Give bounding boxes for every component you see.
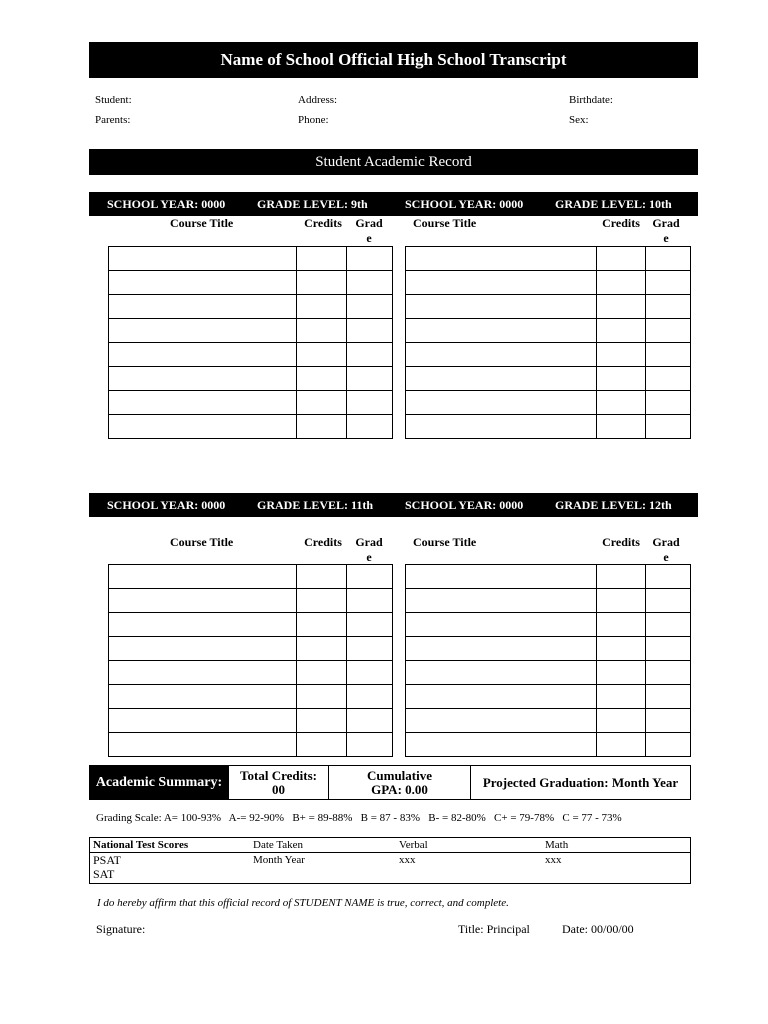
course-cell[interactable] xyxy=(406,709,597,733)
course-title-header: Course Title xyxy=(170,535,234,549)
grade-cell[interactable] xyxy=(347,589,393,613)
school-year-10th: SCHOOL YEAR: 0000 xyxy=(405,197,524,211)
test-name-cell: SAT xyxy=(93,867,115,881)
grade-cell[interactable] xyxy=(347,367,393,391)
credits-cell[interactable] xyxy=(297,709,347,733)
credits-cell[interactable] xyxy=(297,319,347,343)
course-cell[interactable] xyxy=(109,319,297,343)
credits-cell[interactable] xyxy=(297,661,347,685)
total-credits-cell xyxy=(229,766,329,799)
student-label: Student: xyxy=(95,94,132,106)
course-cell[interactable] xyxy=(109,391,297,415)
table-row xyxy=(109,685,393,709)
total-credits: Total Credits: 00 xyxy=(240,767,317,797)
grade-cell[interactable] xyxy=(646,589,691,613)
credits-cell[interactable] xyxy=(297,415,347,439)
graduation-cell xyxy=(471,766,690,799)
credits-cell[interactable] xyxy=(297,367,347,391)
course-cell[interactable] xyxy=(406,661,597,685)
course-title-header: Course Title xyxy=(413,216,477,230)
course-cell[interactable] xyxy=(406,367,597,391)
table-row xyxy=(109,637,393,661)
grade-level-11th: GRADE LEVEL: 11th xyxy=(257,498,374,512)
course-cell[interactable] xyxy=(109,247,297,271)
credits-cell[interactable] xyxy=(297,565,347,589)
credits-cell[interactable] xyxy=(597,661,646,685)
grade-cell[interactable] xyxy=(347,637,393,661)
course-cell[interactable] xyxy=(406,271,597,295)
transcript-title: Name of School Official High School Transcript xyxy=(220,50,567,69)
grade-cell[interactable] xyxy=(646,613,691,637)
course-grid-11th xyxy=(108,564,393,757)
course-cell[interactable] xyxy=(109,415,297,439)
school-year-11th: SCHOOL YEAR: 0000 xyxy=(107,498,226,512)
course-cell[interactable] xyxy=(406,319,597,343)
credits-cell[interactable] xyxy=(297,637,347,661)
course-cell[interactable] xyxy=(109,613,297,637)
table-row xyxy=(406,685,691,709)
grade-cell[interactable] xyxy=(646,271,691,295)
grade-cell[interactable] xyxy=(646,661,691,685)
test-name-cell: PSAT xyxy=(93,853,122,867)
year-bar-9-10 xyxy=(89,192,698,216)
math-cell: xxx xyxy=(545,854,562,866)
grade-cell[interactable] xyxy=(347,343,393,367)
course-grid-9th xyxy=(108,246,393,439)
math-header: Math xyxy=(545,839,569,851)
grade-cell[interactable] xyxy=(347,295,393,319)
credits-cell[interactable] xyxy=(597,271,646,295)
course-cell[interactable] xyxy=(109,295,297,319)
academic-summary-label xyxy=(90,766,229,799)
table-row xyxy=(406,709,691,733)
table-row xyxy=(109,565,393,589)
table-row xyxy=(406,247,691,271)
credits-cell[interactable] xyxy=(597,247,646,271)
academic-record-title: Student Academic Record xyxy=(315,153,472,170)
grade-header: Grade xyxy=(652,535,680,564)
school-year-12th: SCHOOL YEAR: 0000 xyxy=(405,498,524,512)
course-cell[interactable] xyxy=(109,271,297,295)
table-row xyxy=(406,637,691,661)
credits-cell[interactable] xyxy=(297,391,347,415)
signature-label: Signature: xyxy=(96,922,146,936)
grade-header: Grade xyxy=(355,535,383,564)
grade-header: Grade xyxy=(652,216,680,245)
grade-cell[interactable] xyxy=(646,733,691,757)
table-row xyxy=(406,367,691,391)
table-row xyxy=(406,589,691,613)
course-cell[interactable] xyxy=(406,295,597,319)
grade-cell[interactable] xyxy=(347,391,393,415)
grade-cell[interactable] xyxy=(646,391,691,415)
course-cell[interactable] xyxy=(109,733,297,757)
affirmation-statement: I do hereby affirm that this official record of STUDENT NAME is true, correct, and complete. xyxy=(97,897,509,909)
grade-cell[interactable] xyxy=(646,685,691,709)
course-cell[interactable] xyxy=(109,367,297,391)
credits-cell[interactable] xyxy=(597,685,646,709)
grade-cell[interactable] xyxy=(646,247,691,271)
table-row xyxy=(406,565,691,589)
credits-cell[interactable] xyxy=(597,589,646,613)
table-row xyxy=(109,733,393,757)
academic-summary-label-text: Academic Summary: xyxy=(95,774,223,790)
course-cell[interactable] xyxy=(406,391,597,415)
course-cell[interactable] xyxy=(109,589,297,613)
course-cell[interactable] xyxy=(406,613,597,637)
table-row xyxy=(109,391,393,415)
test-name-header: National Test Scores xyxy=(93,839,189,851)
course-cell[interactable] xyxy=(406,685,597,709)
table-row xyxy=(406,271,691,295)
table-row xyxy=(406,391,691,415)
grade-cell[interactable] xyxy=(646,415,691,439)
credits-cell[interactable] xyxy=(297,295,347,319)
table-row xyxy=(406,415,691,439)
course-cell[interactable] xyxy=(406,415,597,439)
math-cell xyxy=(545,867,685,881)
table-row xyxy=(109,319,393,343)
table-row xyxy=(109,613,393,637)
credits-header: Credits xyxy=(304,535,342,549)
test-scores-header-row xyxy=(90,838,690,853)
grade-cell[interactable] xyxy=(646,565,691,589)
date-taken-header: Date Taken xyxy=(253,839,304,851)
academic-record-banner xyxy=(89,149,698,175)
credits-cell[interactable] xyxy=(597,319,646,343)
sex-label: Sex: xyxy=(569,114,589,126)
course-cell[interactable] xyxy=(406,733,597,757)
table-row xyxy=(406,343,691,367)
course-title-header: Course Title xyxy=(170,216,234,230)
grade-cell[interactable] xyxy=(646,709,691,733)
grade-level-9th: GRADE LEVEL: 9th xyxy=(257,197,368,211)
table-row xyxy=(109,415,393,439)
grade-cell[interactable] xyxy=(347,613,393,637)
course-grid-12th xyxy=(405,564,691,757)
academic-summary xyxy=(89,765,691,800)
grade-cell[interactable] xyxy=(347,319,393,343)
grade-cell[interactable] xyxy=(347,709,393,733)
credits-cell[interactable] xyxy=(597,709,646,733)
title-field: Title: Principal xyxy=(458,922,530,936)
table-row xyxy=(109,589,393,613)
course-cell[interactable] xyxy=(109,685,297,709)
credits-cell[interactable] xyxy=(597,415,646,439)
grade-cell[interactable] xyxy=(646,295,691,319)
phone-label: Phone: xyxy=(298,114,329,126)
cumulative-gpa: Cumulative GPA: 0.00 xyxy=(367,767,432,797)
grading-scale: Grading Scale: A= 100-93% A-= 92-90% B+ = 89-88% B = 87 - 83% B- = 82-80% C+ = 79-78% C = 77 - 73% xyxy=(96,812,622,824)
credits-cell[interactable] xyxy=(597,295,646,319)
gpa-cell xyxy=(329,766,471,799)
table-row xyxy=(406,733,691,757)
transcript-title-banner xyxy=(89,42,698,78)
grade-cell[interactable] xyxy=(646,319,691,343)
table-row xyxy=(406,661,691,685)
grade-header: Grade xyxy=(355,216,383,245)
grade-level-12th: GRADE LEVEL: 12th xyxy=(555,498,672,512)
course-cell[interactable] xyxy=(109,637,297,661)
credits-cell[interactable] xyxy=(297,343,347,367)
credits-cell[interactable] xyxy=(597,391,646,415)
verbal-cell: xxx xyxy=(399,854,416,866)
table-row xyxy=(109,709,393,733)
birthdate-label: Birthdate: xyxy=(569,94,613,106)
credits-cell[interactable] xyxy=(297,733,347,757)
grade-cell[interactable] xyxy=(347,271,393,295)
grade-cell[interactable] xyxy=(347,661,393,685)
credits-cell[interactable] xyxy=(597,367,646,391)
credits-header: Credits xyxy=(602,535,640,549)
date-taken-cell: Month Year xyxy=(253,854,305,866)
credits-cell[interactable] xyxy=(297,685,347,709)
grade-level-10th: GRADE LEVEL: 10th xyxy=(555,197,672,211)
projected-graduation: Projected Graduation: Month Year xyxy=(482,774,679,790)
credits-cell[interactable] xyxy=(597,343,646,367)
credits-cell[interactable] xyxy=(597,613,646,637)
course-cell[interactable] xyxy=(406,343,597,367)
course-cell[interactable] xyxy=(406,247,597,271)
credits-cell[interactable] xyxy=(597,733,646,757)
grade-cell[interactable] xyxy=(347,415,393,439)
course-cell[interactable] xyxy=(109,565,297,589)
table-row xyxy=(109,247,393,271)
credits-cell[interactable] xyxy=(297,247,347,271)
table-row xyxy=(109,295,393,319)
course-cell[interactable] xyxy=(406,589,597,613)
table-row xyxy=(406,295,691,319)
credits-header: Credits xyxy=(304,216,342,230)
course-cell[interactable] xyxy=(406,637,597,661)
verbal-header: Verbal xyxy=(399,839,428,851)
course-cell[interactable] xyxy=(109,343,297,367)
year-bar-11-12 xyxy=(89,493,698,517)
national-test-scores xyxy=(89,837,691,884)
verbal-cell xyxy=(399,867,545,881)
credits-cell[interactable] xyxy=(297,589,347,613)
course-cell[interactable] xyxy=(109,709,297,733)
grade-cell[interactable] xyxy=(646,637,691,661)
grade-cell[interactable] xyxy=(347,685,393,709)
table-row xyxy=(406,319,691,343)
table-row xyxy=(90,853,690,867)
credits-cell[interactable] xyxy=(297,613,347,637)
course-cell[interactable] xyxy=(109,661,297,685)
table-row xyxy=(109,343,393,367)
course-title-header: Course Title xyxy=(413,535,477,549)
table-row xyxy=(109,661,393,685)
date-field: Date: 00/00/00 xyxy=(562,922,634,936)
school-year-9th: SCHOOL YEAR: 0000 xyxy=(107,197,226,211)
parents-label: Parents: xyxy=(95,114,131,126)
course-grid-10th xyxy=(405,246,691,439)
grade-cell[interactable] xyxy=(646,343,691,367)
table-row xyxy=(406,613,691,637)
table-row xyxy=(109,367,393,391)
table-row xyxy=(109,271,393,295)
credits-cell[interactable] xyxy=(597,565,646,589)
grade-cell[interactable] xyxy=(347,565,393,589)
grade-cell[interactable] xyxy=(347,247,393,271)
credits-cell[interactable] xyxy=(597,637,646,661)
table-row xyxy=(90,867,690,881)
credits-cell[interactable] xyxy=(297,271,347,295)
grade-cell[interactable] xyxy=(347,733,393,757)
grade-cell[interactable] xyxy=(646,367,691,391)
credits-header: Credits xyxy=(602,216,640,230)
date-taken-cell xyxy=(253,867,399,881)
address-label: Address: xyxy=(298,94,338,106)
course-cell[interactable] xyxy=(406,565,597,589)
